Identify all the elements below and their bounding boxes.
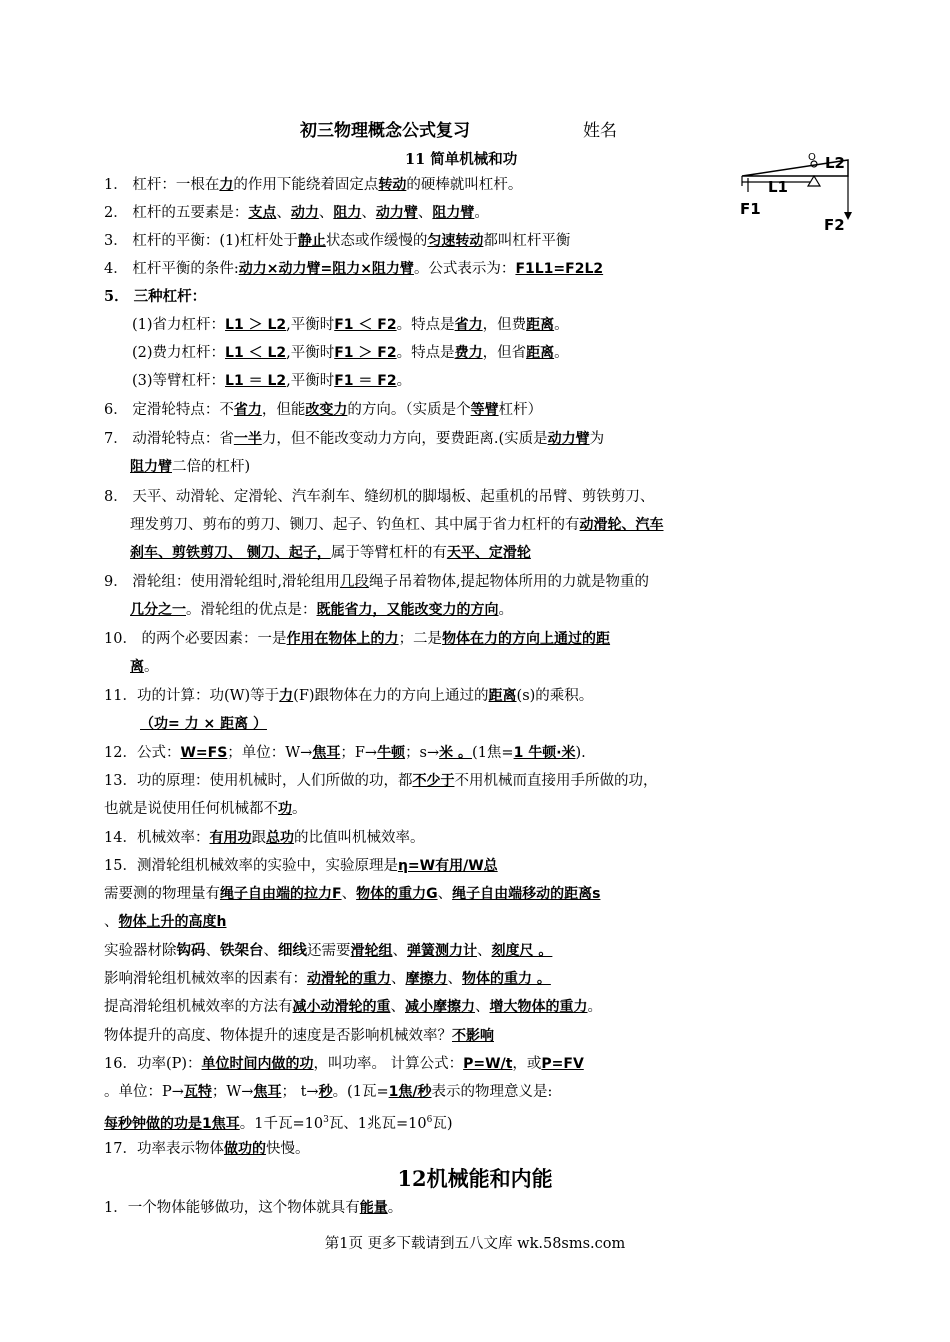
- item-15-factors: 影响滑轮组机械效率的因素有：动滑轮的重力、摩擦力、物体的重力 。: [104, 971, 551, 987]
- section2-title: 12机械能和内能: [397, 1166, 553, 1191]
- item-15-methods: 提高滑轮组机械效率的方法有减小动滑轮的重、减小摩擦力、增大物体的重力。: [104, 999, 602, 1015]
- item-5: 5． 三种杠杆：: [104, 288, 207, 305]
- label-f1: F1: [740, 200, 761, 218]
- item-5-2: (2)费力杠杆：L1 ＜ L2,平衡时F1 ＞ F2。特点是费力，但省距离。: [132, 345, 569, 361]
- item-11-cont: （功= 力 × 距离 ）: [140, 716, 267, 732]
- item-13-cont: 也就是说使用任何机械都不功。: [104, 801, 307, 817]
- item-9-cont: 几分之一。滑轮组的优点是：既能省力，又能改变力的方向。: [130, 602, 513, 618]
- item-11: 11．功的计算：功(W)等于力(F)跟物体在力的方向上通过的距离(s)的乘积。: [104, 688, 594, 704]
- fulcrum-icon: [808, 176, 820, 186]
- page-title: 初三物理概念公式复习: [300, 121, 470, 141]
- item-5-3: (3)等臂杠杆：L1 ＝ L2,平衡时F1 ＝ F2。: [132, 373, 412, 389]
- item-12: 12．公式：W=FS；单位：W→焦耳；F→牛顿；s→米 。(1焦=1 牛顿·米).: [104, 745, 586, 761]
- label-l2: L2: [825, 154, 845, 172]
- item-15-quantities: 需要测的物理量有绳子自由端的拉力F、物体的重力G、绳子自由端移动的距离s: [104, 886, 601, 902]
- lever-diagram: [730, 148, 860, 240]
- label-o: O: [808, 152, 816, 163]
- item-15-quantities-cont: 、物体上升的高度h: [104, 914, 227, 930]
- item-16-meaning: 每秒钟做的功是1焦耳。1千瓦$=10^3$瓦、1兆瓦$=10^6$瓦): [104, 1115, 453, 1132]
- item-6: 6． 定滑轮特点：不省力，但能改变力的方向。（实质是个等臂杠杆）: [104, 402, 543, 418]
- item-1: 1． 杠杆：一根在力的作用下能绕着固定点转动的硬棒就叫杠杆。: [104, 177, 523, 193]
- item-8: 8． 天平、动滑轮、定滑轮、汽车刹车、缝纫机的脚塌板、起重机的吊臂、剪铁剪刀、: [104, 489, 655, 505]
- item-2: 2． 杠杆的五要素是：支点、动力、阻力、动力臂、阻力臂。: [104, 205, 489, 221]
- section-title: 11 简单机械和功: [405, 151, 518, 168]
- item-7-cont: 阻力臂二倍的杠杆): [130, 459, 251, 475]
- item-17: 17．功率表示物体做功的快慢。: [104, 1141, 310, 1157]
- name-label: 姓名: [583, 121, 617, 141]
- item-7: 7． 动滑轮特点：省一半力，但不能改变动力方向，要费距离.(实质是动力臂为: [104, 431, 605, 447]
- item-15-question: 物体提升的高度、物体提升的速度是否影响机械效率？不影响: [104, 1028, 494, 1044]
- label-l1: L1: [768, 178, 788, 196]
- item-9: 9． 滑轮组：使用滑轮组时,滑轮组用几段绳子吊着物体,提起物体所用的力就是物重的: [104, 574, 650, 590]
- item-3: 3． 杠杆的平衡：(1)杠杆处于静止状态或作缓慢的匀速转动都叫杠杆平衡: [104, 233, 571, 249]
- item-15: 15．测滑轮组机械效率的实验中，实验原理是η=W有用/W总: [104, 858, 498, 874]
- item-8-cont2: 刹车、剪铁剪刀、 铡刀、起子，属于等臂杠杆的有天平、定滑轮: [130, 545, 531, 561]
- item-15-equipment: 实验器材除钩码、铁架台、细线还需要滑轮组、弹簧测力计、刻度尺 。: [104, 942, 553, 959]
- section2-item-1: 1．一个物体能够做功，这个物体就具有能量。: [104, 1200, 403, 1216]
- item-16: 16．功率(P)：单位时间内做的功，叫功率。 计算公式：P=W/t，或P=FV: [104, 1056, 584, 1072]
- page-footer: 第1页 更多下载请到五八文库 wk.58sms.com: [324, 1236, 626, 1252]
- item-10-cont: 离。: [130, 659, 159, 675]
- item-4: 4． 杠杆平衡的条件:动力×动力臂=阻力×阻力臂。公式表示为：F1L1=F2L2: [104, 261, 604, 277]
- item-13: 13．功的原理：使用机械时，人们所做的功，都不少于不用机械而直接用手所做的功，: [104, 773, 658, 789]
- label-f2: F2: [824, 216, 845, 234]
- item-8-cont: 理发剪刀、剪布的剪刀、铡刀、起子、钓鱼杠、其中属于省力杠杆的有动滑轮、汽车: [130, 517, 664, 533]
- item-5-1: (1)省力杠杆：L1 ＞ L2,平衡时F1 ＜ F2。特点是省力，但费距离。: [132, 317, 569, 333]
- item-10: 10． 的两个必要因素：一是作用在物体上的力；二是物体在力的方向上通过的距: [104, 631, 611, 647]
- item-14: 14．机械效率：有用功跟总功的比值叫机械效率。: [104, 830, 425, 846]
- f2-arrowhead: [844, 212, 852, 220]
- item-16-units: 。单位：P→瓦特；W→焦耳； t→秒。(1瓦=1焦/秒表示的物理意义是:: [104, 1084, 553, 1100]
